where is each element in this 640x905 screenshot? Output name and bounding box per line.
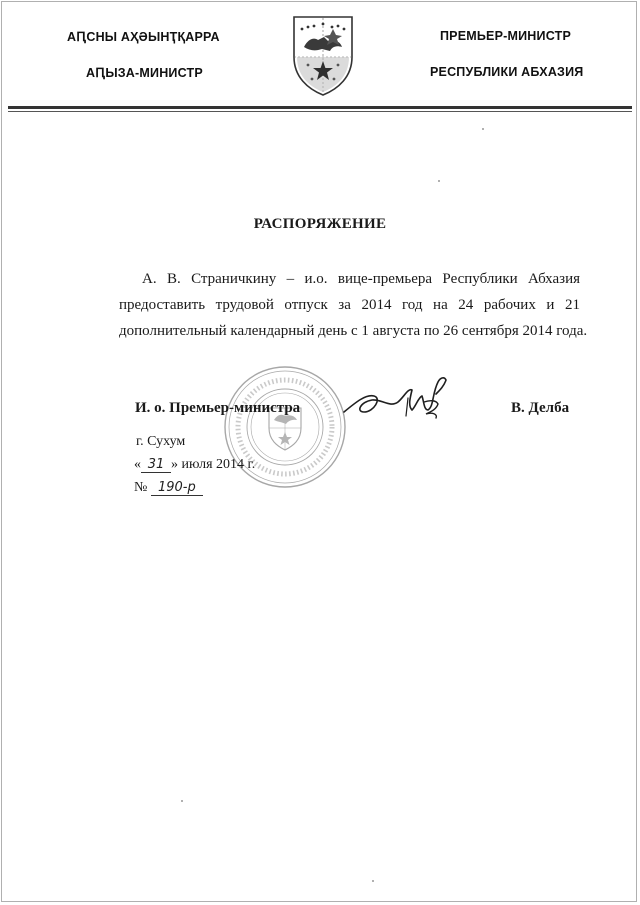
date-open-quote: « (134, 457, 141, 472)
header-rule-thick (8, 106, 632, 109)
header-right-line2: РЕСПУБЛИКИ АБХАЗИЯ (430, 65, 584, 79)
header-rule-thin (8, 111, 632, 112)
signatory-name: В. Делба (511, 400, 570, 416)
issue-date (134, 457, 255, 473)
header-right-line1: ПРЕМЬЕР-МИНИСТР (440, 29, 571, 43)
body-line-2: предоставить трудовой отпуск за 2014 год на 24 рабочих и 21 (119, 297, 580, 313)
scan-speck (438, 180, 440, 182)
document-body (119, 266, 588, 344)
scan-speck (181, 800, 183, 802)
scan-speck (482, 128, 484, 130)
scan-speck (372, 880, 374, 882)
number-label: № (134, 480, 148, 495)
document-title: РАСПОРЯЖЕНИЕ (253, 216, 387, 232)
body-line-3: дополнительный календарный день с 1 августа по 26 сентября 2014 года. (119, 323, 588, 339)
date-day-handwritten: 31 (141, 457, 171, 473)
signatory-position: И. о. Премьер-министра (135, 400, 301, 416)
handwritten-signature (338, 372, 463, 422)
header-left-line2: АԤЫЗА-МИНИСТР (86, 66, 203, 80)
coat-of-arms-icon (290, 13, 356, 97)
body-line-1: А. В. Страничкину – и.о. вице-премьера Республики Абхазия (142, 271, 580, 287)
document-number (134, 480, 203, 496)
date-month-year: » июля 2014 г. (171, 457, 256, 472)
header-left-line1: АԤСНЫ АҲӘЫНҬҚАРРА (67, 30, 220, 44)
number-value-handwritten: 190-р (151, 480, 203, 496)
issue-city: г. Сухум (136, 434, 186, 449)
